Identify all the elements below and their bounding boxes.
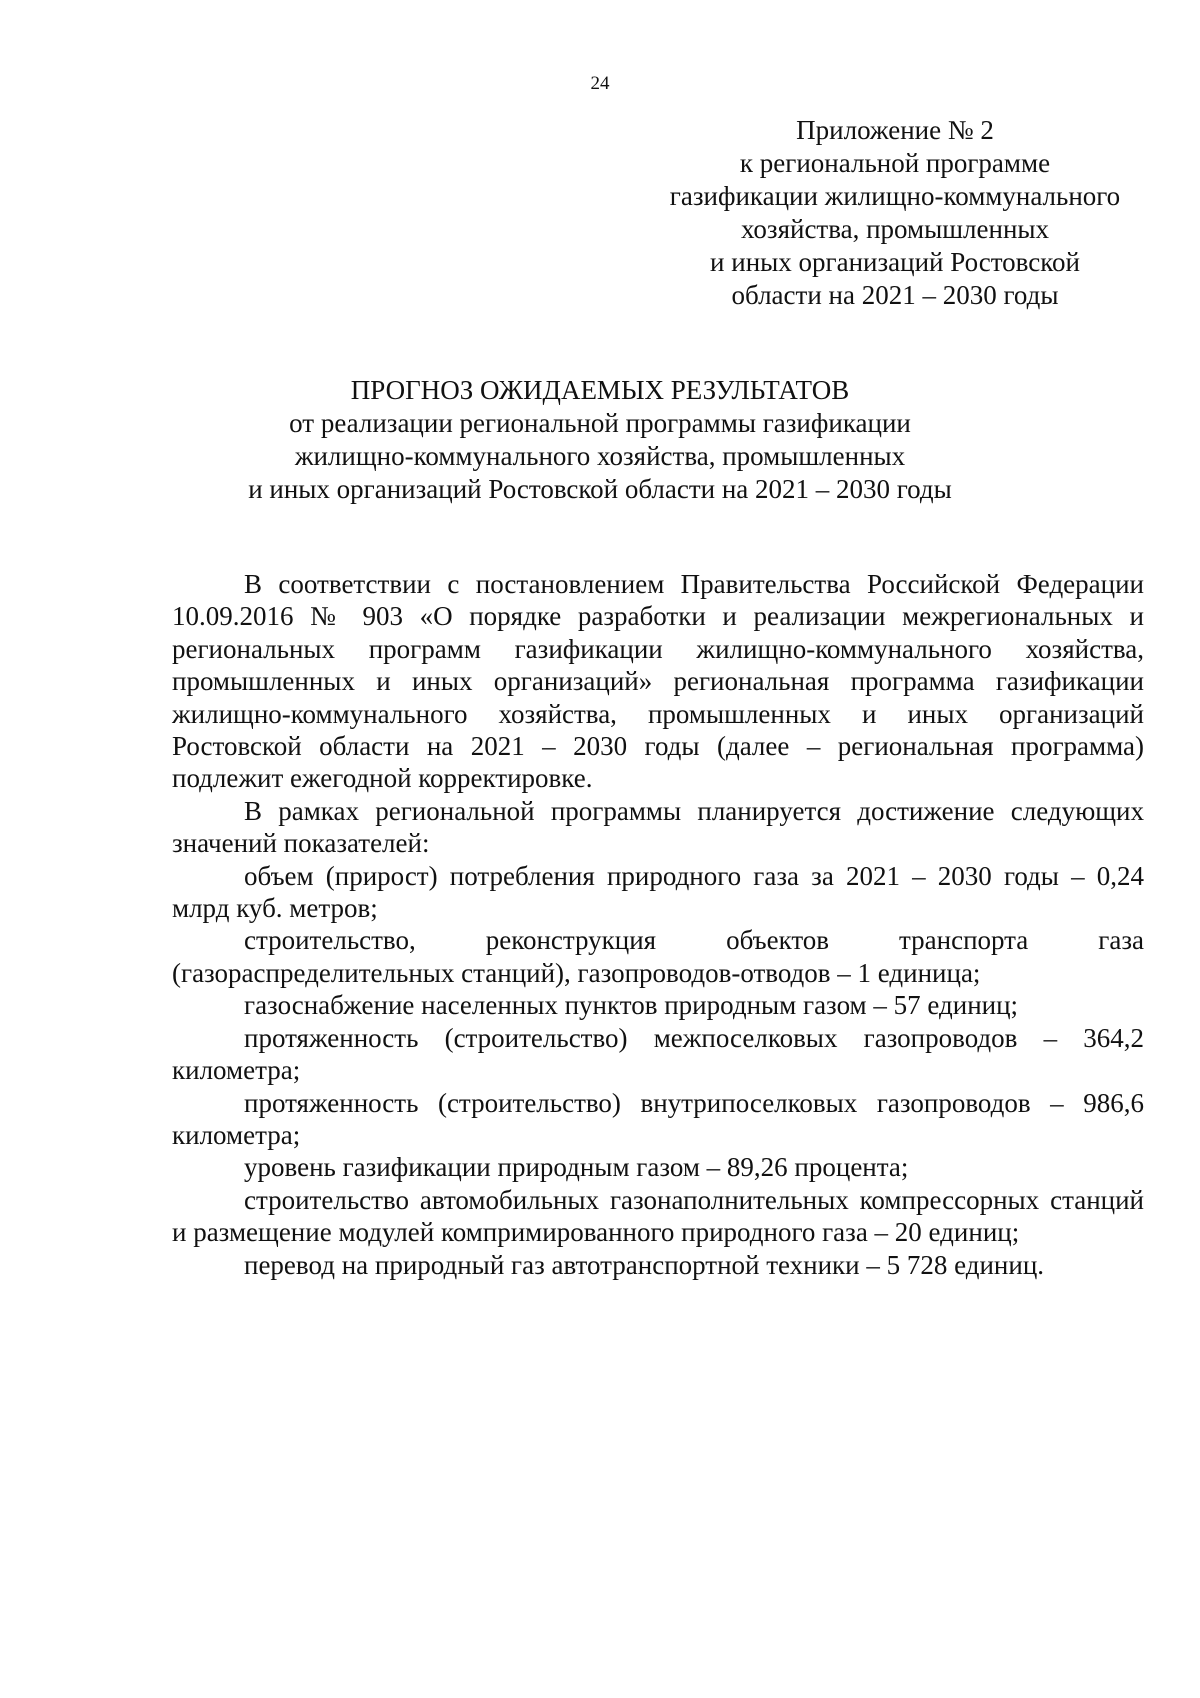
appendix-header — [660, 114, 1130, 312]
indicator-item: протяженность (строительство) внутрипоселковых газопроводов – 986,6 километра; — [172, 1087, 1144, 1150]
page-number: 24 — [590, 73, 610, 94]
appendix-line: хозяйства, промышленных — [740, 214, 1050, 244]
indicator-item: уровень газификации природным газом – 89,26 процента; — [244, 1152, 909, 1183]
indicator-item: перевод на природный газ автотранспортной техники – 5 728 единиц. — [244, 1249, 1045, 1280]
title-line: и иных организаций Ростовской области на 2021 – 2030 годы — [248, 474, 952, 504]
indicator-item: протяженность (строительство) межпоселковых газопроводов – 364,2 километра; — [172, 1022, 1144, 1086]
appendix-line: к региональной программе — [739, 148, 1051, 178]
lead-paragraph: В рамках региональной программы планируется достижение следующих значений показателей: — [172, 795, 1144, 859]
appendix-line: газификации жилищно-коммунального — [669, 181, 1121, 211]
title-line: от реализации региональной программы газификации — [289, 408, 911, 438]
appendix-line: области на 2021 – 2030 годы — [731, 280, 1059, 310]
appendix-line: и иных организаций Ростовской — [710, 247, 1080, 277]
indicator-item: строительство автомобильных газонаполнительных компрессорных станций и размещение модулей компримированного природного газа – 20 единиц; — [172, 1184, 1144, 1248]
intro-paragraph: В соответствии с постановлением Правительства Российской Федерации 10.09.2016 № 903 «О порядке разработки и реализации межрегиональных и региональных программ газификации жилищно-коммунального хозяйства, промышленных и иных организаций» региональная программа газификации жилищно-коммунального хозяйства, промышленных и иных организаций Ростовской области на 2021 – 2030 годы (далее – региональная программа) подлежит ежегодной корректировке. — [172, 569, 1144, 794]
indicator-item: строительство, реконструкция объектов транспорта газа (газораспределительных станций), газопроводов-отводов – 1 единица; — [172, 925, 1144, 988]
indicator-item: газоснабжение населенных пунктов природным газом – 57 единиц; — [244, 990, 1019, 1021]
title-heading: ПРОГНОЗ ОЖИДАЕМЫХ РЕЗУЛЬТАТОВ — [350, 375, 850, 405]
document-body — [172, 568, 1144, 1281]
document-title — [170, 374, 1030, 506]
title-line: жилищно-коммунального хозяйства, промышленных — [294, 441, 906, 471]
appendix-line: Приложение № 2 — [796, 115, 994, 145]
indicator-item: объем (прирост) потребления природного газа за 2021 – 2030 годы – 0,24 млрд куб. метров; — [172, 860, 1144, 924]
